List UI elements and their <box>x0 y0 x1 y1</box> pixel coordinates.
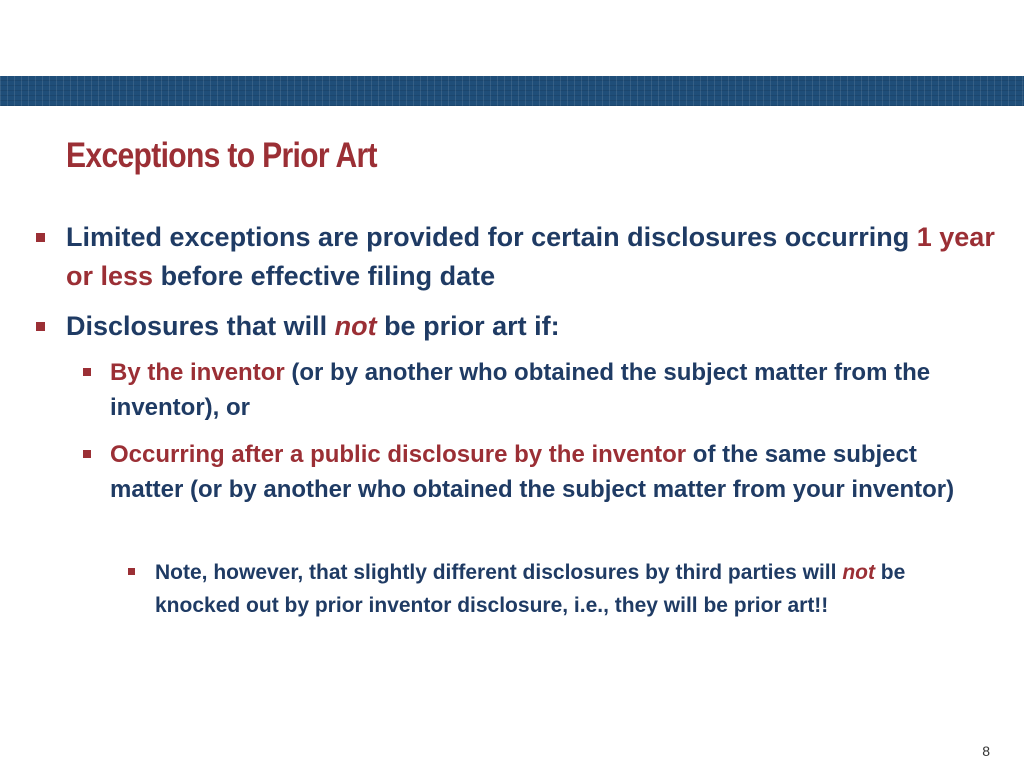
bullet-emphasis: not <box>334 311 377 341</box>
sub-bullet-by-inventor <box>110 355 990 425</box>
bullet-text: be prior art if: <box>376 311 560 341</box>
bullet-text: (or by another who obtained the subject matter from the inventor), or <box>110 359 931 421</box>
bullet-text: Disclosures that will <box>66 311 335 341</box>
bullet-text: be knocked out by prior inventor disclosure, i.e., they will be prior art!! <box>155 561 906 617</box>
bullet-square-icon <box>36 233 45 242</box>
bullet-not-prior-art <box>66 307 996 346</box>
sub-sub-bullet-note <box>155 556 985 622</box>
bullet-text: Limited exceptions are provided for certain disclosures occurring <box>66 222 917 252</box>
bullet-square-icon <box>83 368 91 376</box>
bullet-text: before effective filing date <box>153 261 496 291</box>
bullet-square-icon <box>83 450 91 458</box>
bullet-emphasis: not <box>842 561 875 584</box>
page-number: 8 <box>982 743 990 759</box>
bullet-square-icon <box>36 322 45 331</box>
sub-bullet-after-public-disclosure <box>110 437 990 507</box>
bullet-text: of the same subject matter (or by another who obtained the subject matter from your inventor) <box>110 441 955 503</box>
bullet-square-icon <box>128 568 135 575</box>
bullet-text: Note, however, that slightly different disclosures by third parties will <box>155 561 843 584</box>
bullet-highlight: By the inventor <box>110 359 285 386</box>
slide-title: Exceptions to Prior Art <box>66 136 377 175</box>
bullet-limited-exceptions <box>66 218 996 296</box>
bullet-highlight: Occurring after a public disclosure by the inventor <box>110 441 687 468</box>
bullet-highlight: 1 year or less <box>66 222 995 291</box>
